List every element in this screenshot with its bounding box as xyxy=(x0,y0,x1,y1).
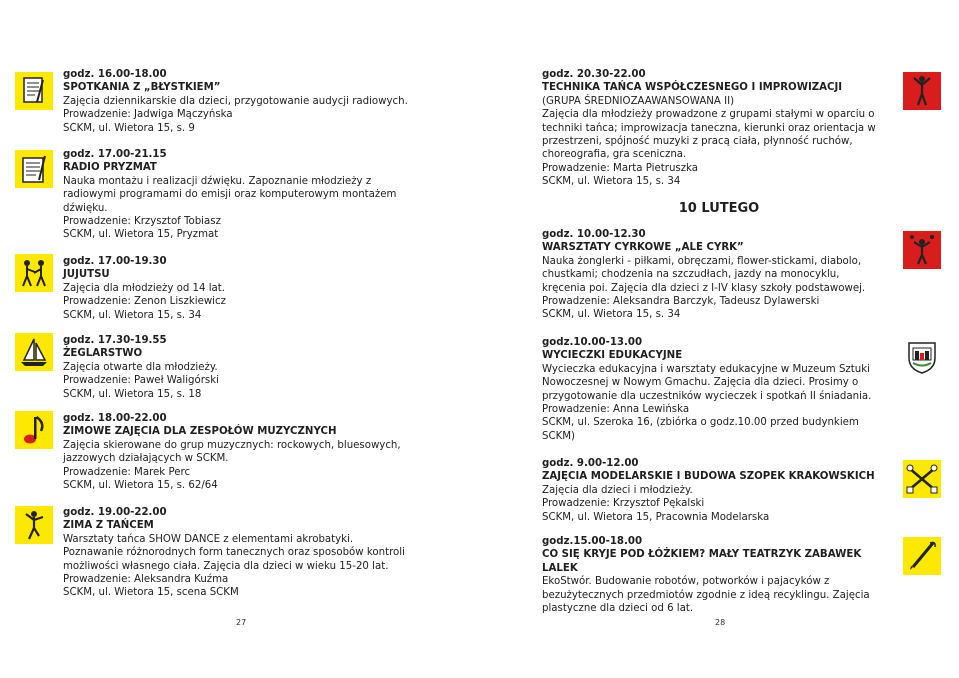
entry-title: ZIMOWE ZAJĘCIA DLA ZESPOŁÓW MUZYCZNYCH xyxy=(63,426,337,438)
entry-time: godz. 20.30-22.00 xyxy=(542,69,646,80)
entry-place: SCKM, ul. Wietora 15, s. 34 xyxy=(63,309,202,321)
entry-lead: Prowadzenie: Marek Perc xyxy=(63,466,191,478)
juggler-icon xyxy=(903,231,941,269)
entry-lead: Prowadzenie: Aleksandra Kuźma xyxy=(63,574,229,586)
entry-place: SCKM, ul. Szeroka 16, (zbiórka o godz.10.00 przed budynkiem SCKM) xyxy=(542,417,859,442)
entry-time: godz. 17.00-21.15 xyxy=(63,149,167,160)
entry-time: godz. 17.00-19.30 xyxy=(63,256,167,267)
entry-desc: Zajęcia dziennikarskie dla dzieci, przygotowanie audycji radiowych. xyxy=(63,95,408,107)
entry-place: SCKM, ul. Wietora 15, Pracownia Modelarska xyxy=(542,511,770,523)
sailboat-icon xyxy=(15,333,53,371)
entry-place: SCKM, ul. Wietora 15, s. 34 xyxy=(542,176,681,188)
entry-time: godz. 17.30-19.55 xyxy=(63,335,167,346)
entry-time: godz. 9.00-12.00 xyxy=(542,458,639,469)
entry-desc: Zajęcia dla dzieci i młodzieży. xyxy=(542,484,693,496)
entry-title: WARSZTATY CYRKOWE „ALE CYRK” xyxy=(542,242,744,254)
entry-time: godz. 10.00-12.30 xyxy=(542,229,646,240)
entry-cyrk xyxy=(542,228,882,322)
martial-arts-icon xyxy=(15,254,53,292)
entry-time: godz. 19.00-22.00 xyxy=(63,507,167,518)
entry-lead: Prowadzenie: Krzysztof Pękalski xyxy=(542,498,705,510)
entry-desc: Zajęcia dla młodzieży od 14 lat. xyxy=(63,282,226,294)
entry-title-extra: (GRUPA ŚREDNIOZAAWANSOWANA II) xyxy=(542,95,735,107)
entry-desc: Zajęcia dla młodzieży prowadzone z grupami stałymi w oparciu o techniki tańca; improwizacja taneczna, kierunki oraz orientacja w przestrzeni, spójność muzyki z pracą ciała, płynność ruchów, choreografia, gra sceniczna. xyxy=(542,109,876,161)
music-note-icon xyxy=(15,411,53,449)
dancer-icon xyxy=(903,72,941,110)
entry-place: SCKM, ul. Wietora 15, s. 34 xyxy=(542,309,681,321)
entry-title: WYCIECZKI EDUKACYJNE xyxy=(542,350,683,362)
dancer-icon xyxy=(15,506,53,544)
left-page xyxy=(0,0,479,678)
entry-lead: Prowadzenie: Marta Pietruszka xyxy=(542,162,699,174)
entry-place: SCKM, ul. Wietora 15, scena SCKM xyxy=(63,587,239,599)
right-page xyxy=(479,0,959,678)
entry-radio xyxy=(63,148,408,242)
entry-teatrzyk xyxy=(542,535,882,615)
entry-lead: Prowadzenie: Paweł Waligórski xyxy=(63,375,219,387)
entry-place: SCKM, ul. Wietora 15, s. 18 xyxy=(63,388,202,400)
entry-lead: Prowadzenie: Aleksandra Barczyk, Tadeusz Dylawerski xyxy=(542,296,820,308)
tools-icon xyxy=(903,460,941,498)
entry-title: ŻEGLARSTWO xyxy=(63,348,143,360)
entry-modelarskie xyxy=(542,457,882,524)
entry-title: JUJUTSU xyxy=(63,269,110,281)
entry-desc: Wycieczka edukacyjna i warsztaty edukacyjne w Muzeum Sztuki Nowoczesnej w Nowym Gmachu. Zajęcia dla dzieci. Prosimy o przygotowanie dla uczestników wycieczek i spotkań II śniadania. xyxy=(542,363,872,402)
entry-desc: Warsztaty tańca SHOW DANCE z elementami akrobatyki. Poznawanie różnorodnych form tanecznych oraz sposobów kontroli możliwości własnego ciała. Zajęcia dla dzieci w wieku 15-20 lat. xyxy=(63,533,405,572)
entry-time: godz.15.00-18.00 xyxy=(542,536,643,547)
entry-spotkania xyxy=(63,68,408,135)
entry-lead: Prowadzenie: Krzysztof Tobiasz xyxy=(63,216,221,228)
entry-lead: Prowadzenie: Jadwiga Mączyńska xyxy=(63,109,233,121)
entry-zima-z-tancem xyxy=(63,506,408,600)
coat-of-arms-icon xyxy=(903,338,941,376)
entry-desc: Nauka montażu i realizacji dźwięku. Zapoznanie młodzieży z radiowymi programami do emisji oraz komputerowym montażem dźwięku. xyxy=(63,175,397,214)
entry-desc: EkoStwór. Budowanie robotów, potworków i pajacyków z bezużytecznych przedmiotów zgodnie z ideą recyklingu. Zajęcia plastyczne dla dzieci od 6 lat. xyxy=(542,576,870,615)
entry-desc: Zajęcia skierowane do grup muzycznych: rockowych, bluesowych, jazzowych działających w SCKM. xyxy=(63,439,401,465)
entry-desc: Zajęcia otwarte dla młodzieży. xyxy=(63,361,218,373)
entry-title: ZIMA Z TAŃCEM xyxy=(63,520,154,532)
entry-time: godz.10.00-13.00 xyxy=(542,337,643,348)
page-number: 28 xyxy=(715,618,726,627)
entry-zeglarstwo xyxy=(63,334,408,401)
entry-title-main: TECHNIKA TAŃCA WSPÓŁCZESNEGO I IMPROWIZACJI xyxy=(542,82,843,94)
entry-title: CO SIĘ KRYJE POD ŁÓŻKIEM? MAŁY TEATRZYK ZABAWEK LALEK xyxy=(542,549,862,574)
entry-time: godz. 16.00-18.00 xyxy=(63,69,167,80)
entry-zespoly xyxy=(63,412,408,492)
entry-time: godz. 18.00-22.00 xyxy=(63,413,167,424)
radio-icon xyxy=(15,150,53,188)
page-number: 27 xyxy=(236,618,247,627)
pen-icon xyxy=(903,537,941,575)
entry-place: SCKM, ul. Wietora 15, s. 62/64 xyxy=(63,480,218,492)
entry-wycieczki xyxy=(542,336,882,443)
entry-place: SCKM, ul. Wietora 15, s. 9 xyxy=(63,122,195,134)
entry-technika-tanca xyxy=(542,68,882,189)
entry-place: SCKM, ul. Wietora 15, Pryzmat xyxy=(63,229,219,241)
entry-title xyxy=(542,81,882,108)
entry-lead: Prowadzenie: Anna Lewińska xyxy=(542,404,690,416)
newspaper-icon xyxy=(15,72,53,110)
entry-desc: Nauka żonglerki - piłkami, obręczami, flower-stickami, diabolo, chustkami; chodzenia na szczudłach, jazdy na monocyklu, kręcenia poi. Zajęcia dla dzieci z I-IV klasy szkoły podstawowej. xyxy=(542,255,866,294)
entry-title: RADIO PRYZMAT xyxy=(63,162,157,174)
entry-title: SPOTKANIA Z „BŁYSTKIEM” xyxy=(63,82,221,94)
entry-lead: Prowadzenie: Zenon Liszkiewicz xyxy=(63,296,226,308)
entry-jujutsu xyxy=(63,255,408,322)
day-heading: 10 LUTEGO xyxy=(678,201,760,216)
entry-title: ZAJĘCIA MODELARSKIE I BUDOWA SZOPEK KRAKOWSKICH xyxy=(542,471,875,483)
